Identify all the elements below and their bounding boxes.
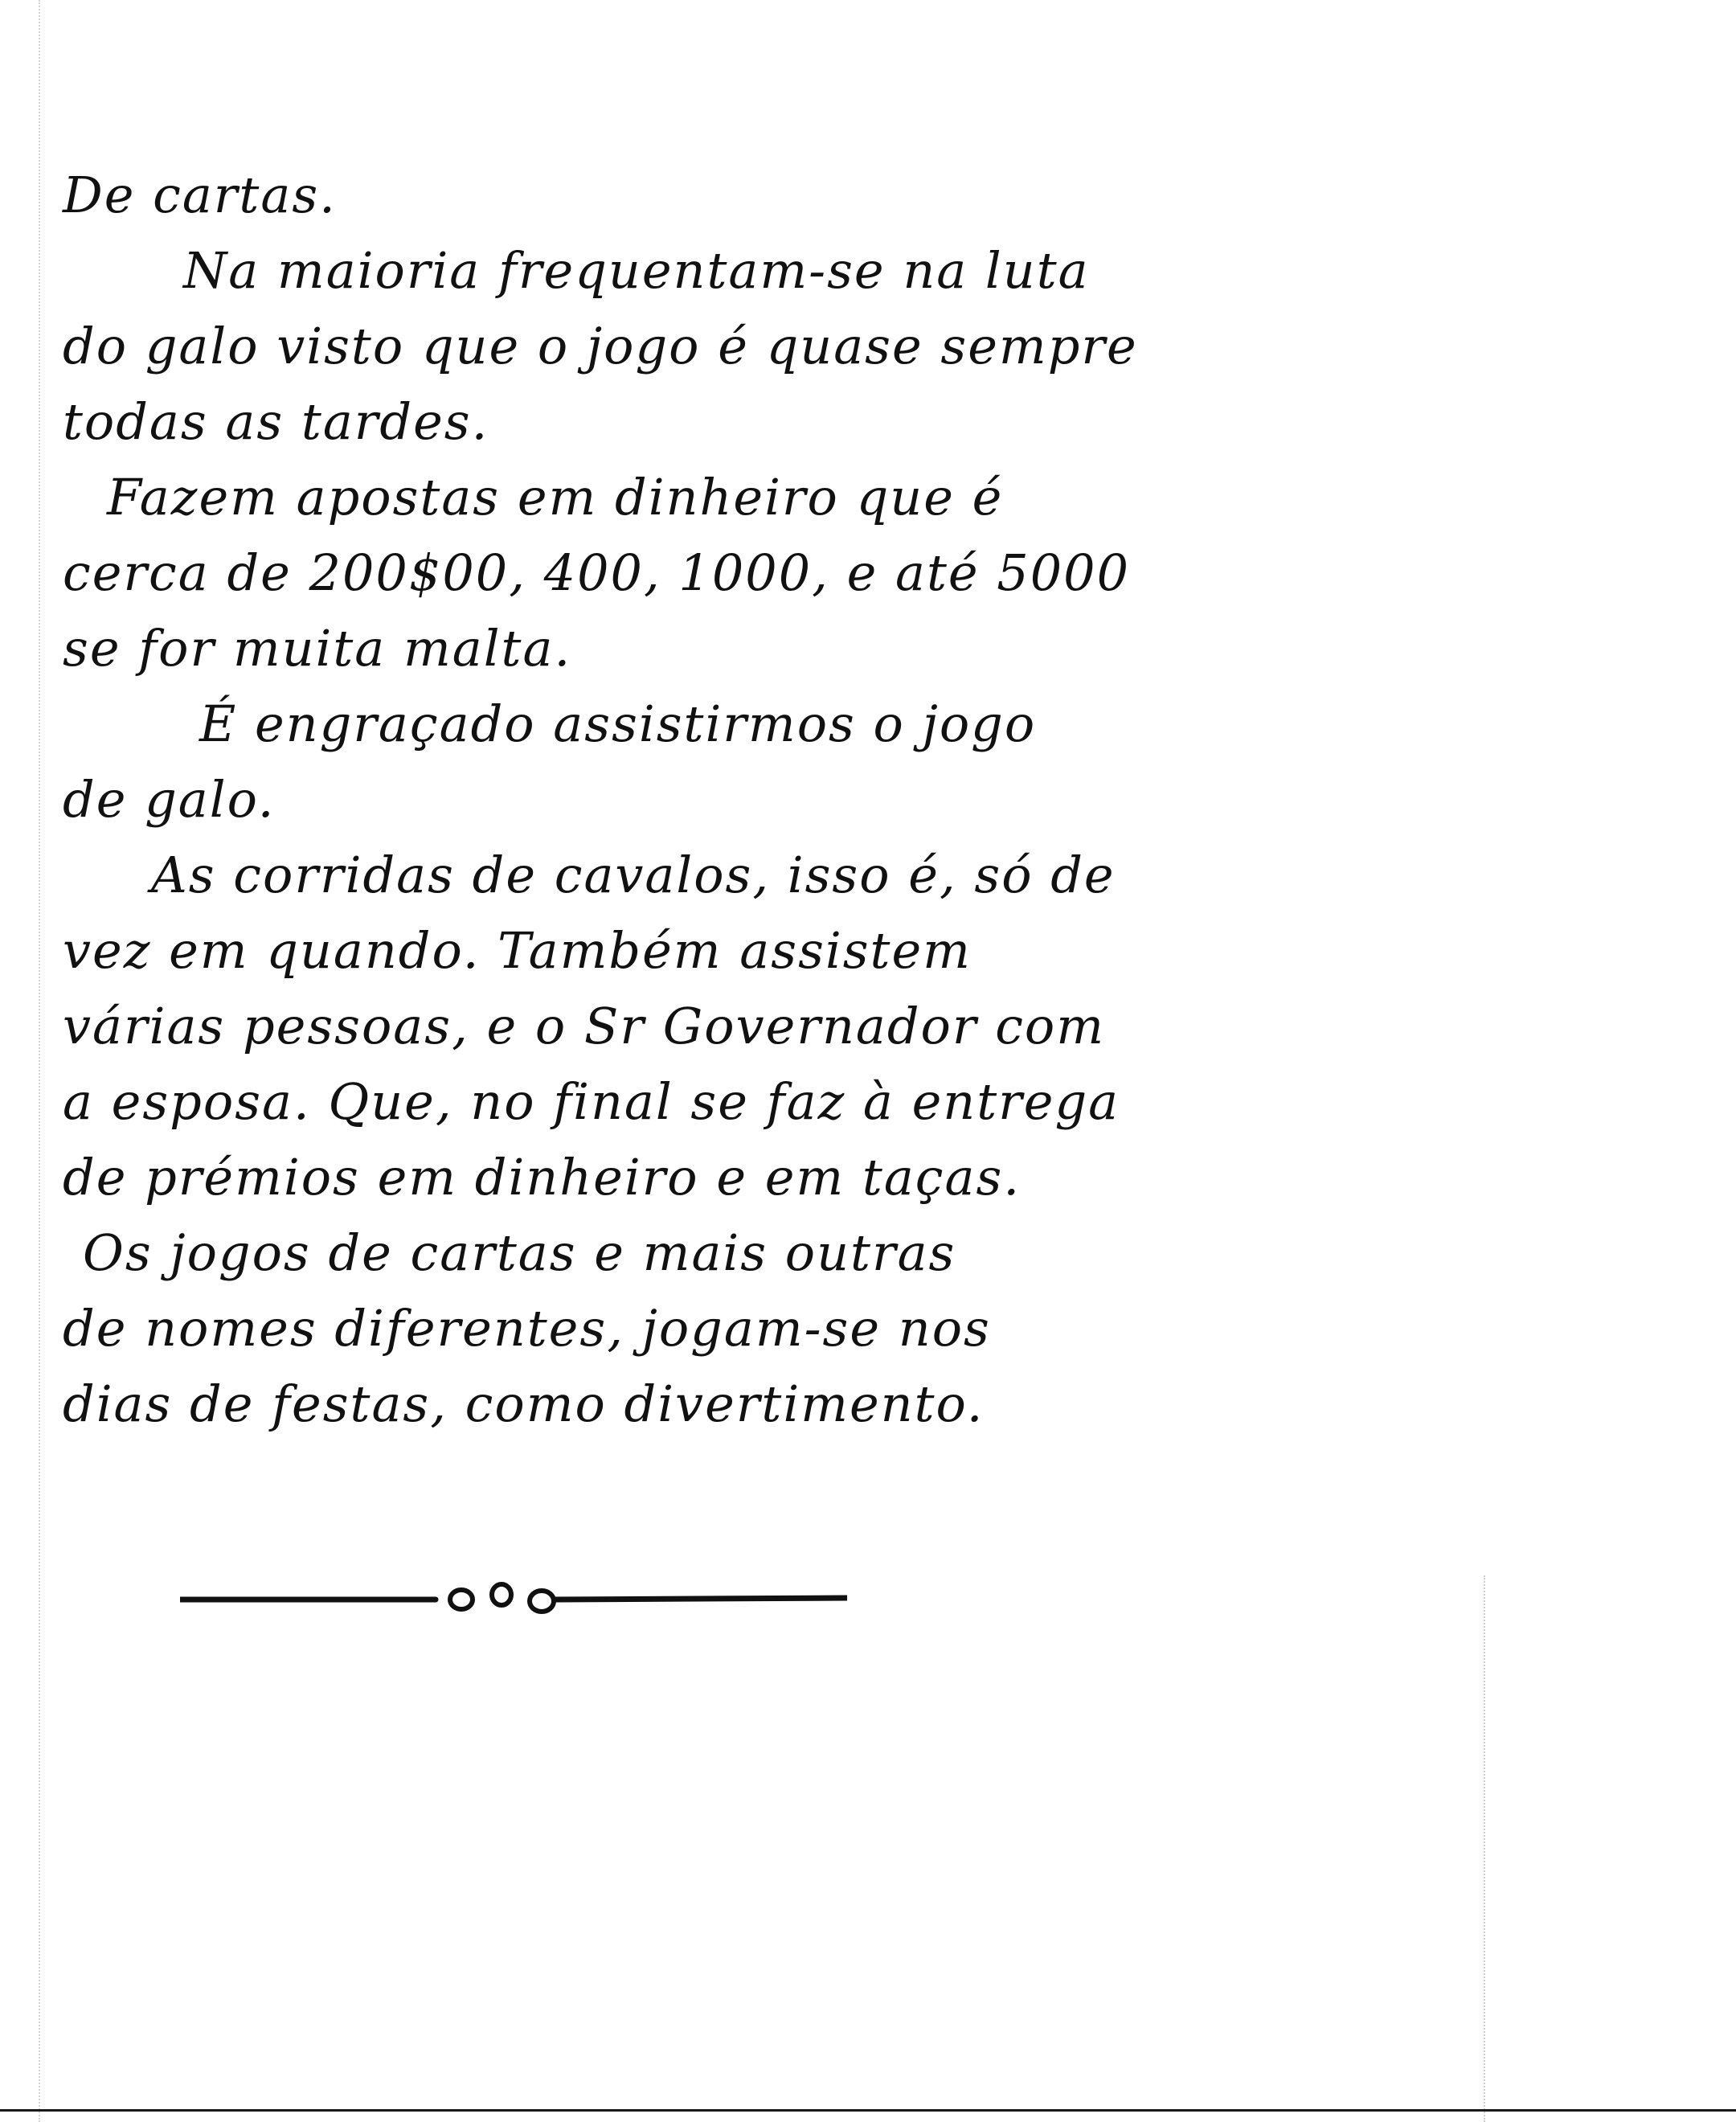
- text-line: As corridas de cavalos, isso é, só de: [151, 846, 1116, 904]
- text-line: várias pessoas, e o Sr Governador com: [63, 997, 1106, 1055]
- text-line: Os jogos de cartas e mais outras: [83, 1223, 956, 1282]
- text-line: de nomes diferentes, jogam-se nos: [63, 1299, 991, 1358]
- text-line: dias de festas, como divertimento.: [63, 1374, 985, 1433]
- text-line: vez em quando. Também assistem: [63, 921, 972, 980]
- text-line: de prémios em dinheiro e em taças.: [63, 1148, 1022, 1206]
- text-line: Na maioria frequentam-se na luta: [183, 241, 1090, 300]
- section-end-ornament: [180, 1574, 847, 1622]
- scan-bottom-edge: [0, 2109, 1736, 2112]
- text-line: todas as tardes.: [63, 392, 489, 451]
- text-line: a esposa. Que, no final se faz à entrega: [63, 1072, 1120, 1131]
- scan-margin-right: [1484, 1575, 1485, 2122]
- text-line: do galo visto que o jogo é quase sempre: [63, 317, 1138, 375]
- text-line: É engraçado assistirmos o jogo: [199, 694, 1037, 753]
- scan-margin-left: [39, 0, 40, 2122]
- text-line: Fazem apostas em dinheiro que é: [107, 468, 1004, 526]
- text-line: De cartas.: [63, 166, 337, 224]
- text-line: cerca de 200$00, 400, 1000, e até 5000: [63, 543, 1131, 602]
- text-line: de galo.: [63, 770, 276, 829]
- handwritten-text: [63, 158, 1525, 1442]
- text-line: se for muita malta.: [63, 619, 572, 678]
